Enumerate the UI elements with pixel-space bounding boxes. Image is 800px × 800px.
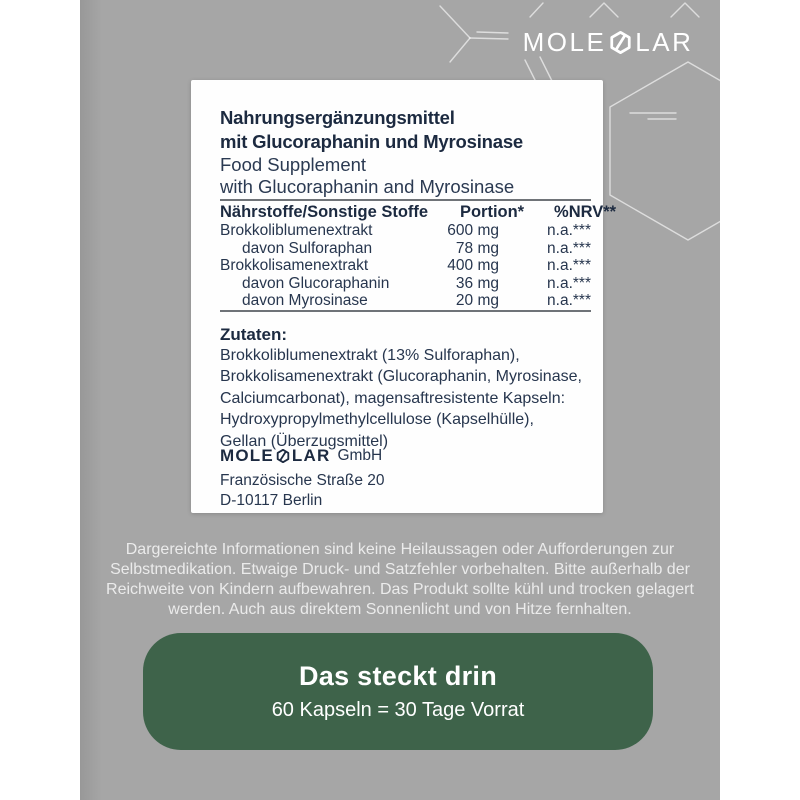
disclaimer-line: Dargereichte Informationen sind keine Heilaussagen oder Aufforderungen zur — [125, 541, 675, 558]
nutrient-portion: 36 mg — [455, 274, 499, 292]
nutrient-name: davon Glucoraphanin — [242, 274, 390, 292]
table-row — [220, 222, 591, 240]
company-line — [220, 447, 591, 465]
title-english-line1: Food Supplement — [220, 154, 367, 175]
table-row — [220, 257, 591, 275]
ingredients-line: Hydroxypropylmethylcellulose (Kapselhülle), — [220, 411, 534, 428]
company-address — [220, 471, 591, 510]
disclaimer-line: werden. Auch aus direktem Sonnenlicht und von Hitze fernhalten. — [168, 601, 632, 618]
table-row — [220, 275, 591, 293]
title-english-line2: with Glucoraphanin and Myrosinase — [220, 176, 515, 197]
ingredients-line: Gellan (Überzugsmittel) — [220, 432, 389, 450]
hex-q-icon — [609, 31, 632, 54]
nutrient-nrv: n.a.*** — [547, 222, 591, 239]
nutrient-nrv: n.a.*** — [547, 292, 591, 309]
info-box-title: Das steckt drin — [298, 661, 498, 691]
table-row — [220, 240, 591, 258]
table-row — [220, 292, 591, 310]
nutrient-name: Brokkolisamenextrakt — [220, 257, 369, 274]
title-german-line1: Nahrungsergänzungsmittel — [220, 107, 455, 128]
disclaimer-line: Selbstmedikation. Etwaige Druck- und Satzfehler vorbehalten. Bitte außerhalb der — [110, 561, 690, 578]
info-box — [143, 633, 653, 750]
nutrient-portion: 20 mg — [455, 292, 499, 309]
nutrient-nrv: n.a.*** — [547, 274, 591, 292]
table-top-rule — [220, 199, 591, 201]
table-bottom-rule — [220, 310, 591, 312]
table-header-row — [220, 203, 617, 222]
nutrient-portion: 600 mg — [447, 222, 499, 239]
ingredients-line: Brokkolisamenextrakt (Glucoraphanin, Myrosinase, — [220, 368, 582, 385]
col-header-portion: Portion* — [459, 203, 525, 221]
ingredients-line: Calciumcarbonat), magensaftresistente Kapseln: — [220, 389, 566, 407]
disclaimer-text — [80, 540, 720, 620]
logo-text-suffix: LAR — [635, 26, 694, 57]
moleqlar-logo-small — [220, 446, 330, 466]
nutrient-portion: 400 mg — [447, 257, 499, 274]
disclaimer-line: Reichweite von Kindern aufbewahren. Das Produkt sollte kühl und trocken gelagert — [106, 581, 694, 598]
logo-text-prefix: MOLE — [522, 26, 607, 57]
hex-q-icon — [276, 449, 290, 463]
moleqlar-logo — [508, 27, 708, 57]
ingredients-heading: Zutaten: — [220, 324, 288, 344]
info-box-subtitle: 60 Kapseln = 30 Tage Vorrat — [271, 699, 525, 721]
label-card — [191, 80, 617, 513]
address-city: D-10117 Berlin — [220, 491, 323, 509]
nutrient-nrv: n.a.*** — [547, 239, 591, 257]
address-street: Französische Straße 20 — [220, 472, 385, 489]
nutrition-table — [220, 203, 617, 310]
ingredients-line: Brokkoliblumenextrakt (13% Sulforaphan), — [220, 346, 520, 364]
nutrient-name: davon Myrosinase — [242, 292, 368, 309]
logo-text-suffix: LAR — [291, 446, 331, 465]
nutrient-name: davon Sulforaphan — [242, 239, 373, 257]
nutrient-name: Brokkoliblumenextrakt — [220, 222, 373, 239]
col-header-nrv: %NRV** — [554, 203, 617, 221]
logo-text-prefix: MOLE — [220, 446, 274, 465]
nutrient-portion: 78 mg — [455, 239, 499, 257]
col-header-nutrients: Nährstoffe/Sonstige Stoffe — [220, 203, 429, 221]
company-legal-suffix: GmbH — [337, 447, 383, 464]
title-german-line2: mit Glucoraphanin und Myrosinase — [220, 131, 524, 152]
nutrient-nrv: n.a.*** — [547, 257, 591, 274]
